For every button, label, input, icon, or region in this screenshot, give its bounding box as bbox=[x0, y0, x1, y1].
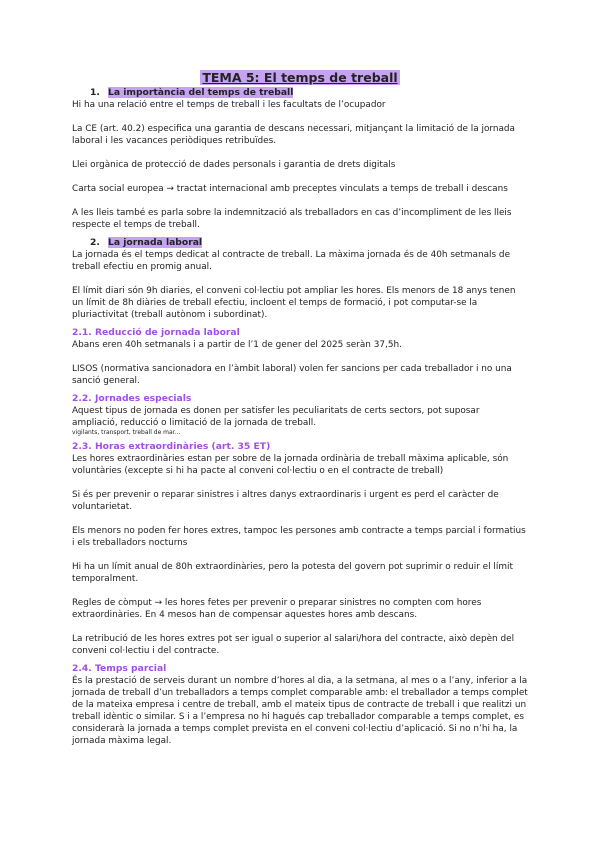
paragraph: Hi ha un límit anual de 80h extraordinàries, pero la potesta del govern pot suprimir o reduir el límit temporalment. bbox=[72, 562, 513, 584]
section-2-heading bbox=[72, 237, 528, 249]
subsection-2-1-heading: 2.1. Reducció de jornada laboral bbox=[72, 327, 240, 338]
paragraph: Llei orgànica de protecció de dades personals i garantia de drets digitals bbox=[72, 160, 396, 170]
paragraph: La retribució de les hores extres pot ser igual o superior al salari/hora del contracte, això depèn del conveni col·lectiu i del contracte. bbox=[72, 634, 515, 656]
paragraph: Els menors no poden fer hores extres, tampoc les persones amb contracte a temps parcial i formatius i els treballadors nocturns bbox=[72, 526, 526, 548]
page-title: TEMA 5: El temps de treball bbox=[202, 70, 398, 85]
paragraph: La CE (art. 40.2) especifica una garantia de descans necessari, mitjançant la limitació de la jornada laboral i les vacances periòdiques retribuïdes. bbox=[72, 124, 515, 146]
paragraph: El límit diari són 9h diaries, el conveni col·lectiu pot ampliar les hores. Els menors de 18 anys tenen un límit de 8h diàries de treball efectiu, incloent el temps de formació, i pot computar-se la pluriactivitat (treball autònom i subordinat). bbox=[72, 286, 516, 320]
subsection-2-2-heading: 2.2. Jornades especials bbox=[72, 393, 192, 404]
paragraph: Regles de còmput → les hores fetes per prevenir o preparar sinistres no compten com hores extraordinàries. En 4 mesos han de compensar aquestes hores amb descans. bbox=[72, 598, 482, 620]
paragraph: Aquest tipus de jornada es donen per satisfer les peculiaritats de certs sectors, pot suposar ampliació, reducció o limitació de la jornada de treball. bbox=[72, 406, 480, 428]
section-number: 1. bbox=[90, 87, 100, 98]
document-body bbox=[72, 70, 528, 747]
paragraph: Hi ha una relació entre el temps de treball i les facultats de l’ocupador bbox=[72, 100, 386, 110]
paragraph: Abans eren 40h setmanals i a partir de l’1 de gener del 2025 seràn 37,5h. bbox=[72, 340, 402, 350]
paragraph: LISOS (normativa sancionadora en l’àmbit laboral) volen fer sancions per cada treballador i no una sanció general. bbox=[72, 364, 512, 386]
paragraph: Carta social europea → tractat internacional amb preceptes vinculats a temps de treball i descans bbox=[72, 184, 508, 194]
footnote-examples: vigilants, transport, treball de mar... bbox=[72, 429, 181, 436]
section-title: La importància del temps de treball bbox=[108, 87, 294, 98]
paragraph: És la prestació de serveis durant un nombre d’hores al dia, a la setmana, al mes o a l’any, inferior a la jornada de treball d’un treballadors a temps complet comparable amb: el treballador a temps complet de la mateixa empresa i centre de treball, amb el mateix tipus de contracte de treball i que realitzi un treball idèntic o similar. S i a l’empresa no hi hagués cap treballador comparable a temps complet, es considerarà la jornada a temps complet prevista en el conveni col·lectiu d’aplicació. Si no n’hi ha, la jornada màxima legal. bbox=[72, 676, 528, 746]
section-title: La jornada laboral bbox=[108, 237, 203, 248]
paragraph: Les hores extraordinàries estan per sobre de la jornada ordinària de treball màxima aplicable, són voluntàries (excepte si hi ha pacte al conveni col·lectiu o en el contracte de treball) bbox=[72, 454, 509, 476]
paragraph: Si és per prevenir o reparar sinistres i altres danys extraordinaris i urgent es perd el caràcter de voluntarietat. bbox=[72, 490, 499, 512]
section-1-heading bbox=[72, 87, 528, 99]
subsection-2-3-heading: 2.3. Horas extraordinàries (art. 35 ET) bbox=[72, 441, 271, 452]
section-number: 2. bbox=[90, 237, 100, 248]
paragraph: La jornada és el temps dedicat al contracte de treball. La màxima jornada és de 40h setmanals de treball efectiu en promig anual. bbox=[72, 250, 511, 272]
paragraph: A les lleis també es parla sobre la indemnització als treballadors en cas d’incompliment de les lleis respecte el temps de treball. bbox=[72, 208, 512, 230]
subsection-2-4-heading: 2.4. Temps parcial bbox=[72, 663, 167, 674]
